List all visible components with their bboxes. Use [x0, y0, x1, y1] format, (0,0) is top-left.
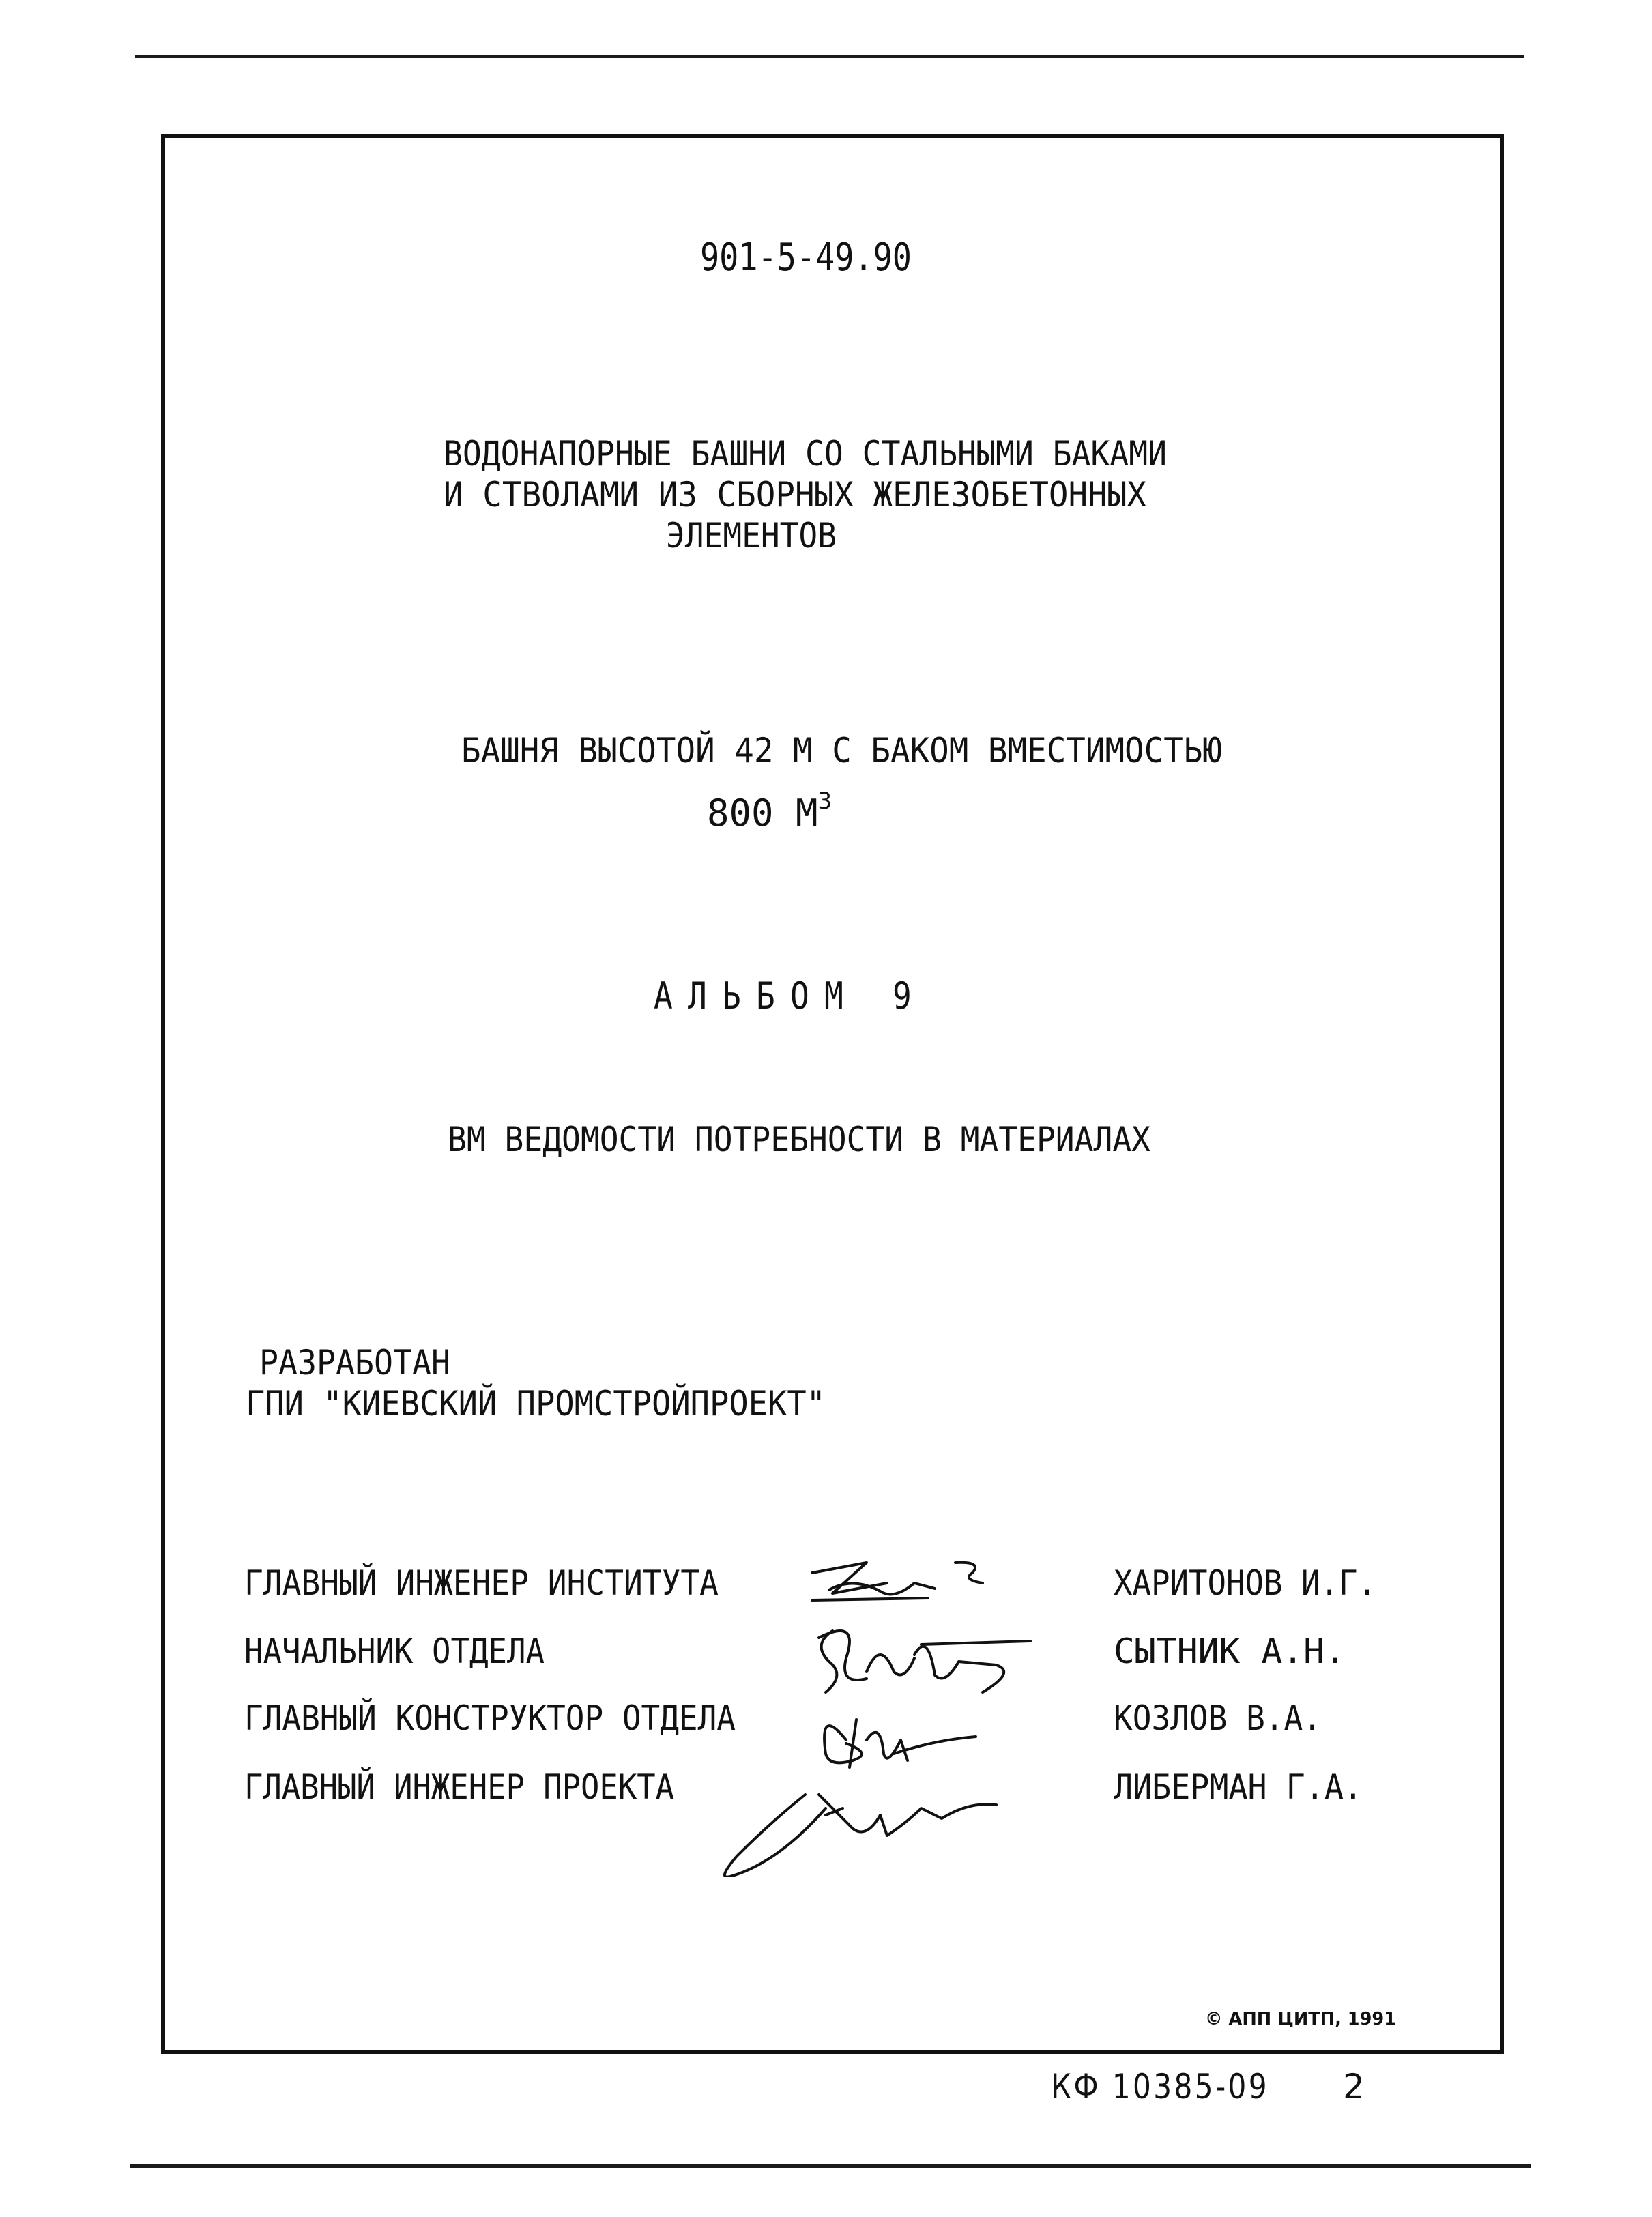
signatory-name: КОЗЛОВ В.А. [1114, 1698, 1322, 1738]
developed-by-org: ГПИ "КИЕВСКИЙ ПРОМСТРОЙПРОЕКТ" [246, 1384, 826, 1423]
album-number: АЛЬБОМ 9 [654, 974, 927, 1017]
title-line-3: ЭЛЕМЕНТОВ [666, 516, 837, 555]
signature-3 [824, 1720, 976, 1767]
signature-1 [812, 1563, 983, 1600]
signatory-name: ЛИБЕРМАН Г.А. [1114, 1767, 1363, 1807]
signatory-name: СЫТНИК А.Н. [1114, 1632, 1346, 1671]
copyright-notice: © АПП ЦИТП, 1991 [1205, 2009, 1396, 2029]
signatory-name: ХАРИТОНОВ И.Г. [1114, 1563, 1376, 1603]
handwritten-signatures [710, 1535, 1092, 1877]
unit-exponent: 3 [817, 787, 832, 815]
document-code: 901-5-49.90 [700, 235, 912, 280]
signatory-role: ГЛАВНЫЙ ИНЖЕНЕР ПРОЕКТА [244, 1767, 674, 1807]
archive-code: КФ 10385-09 [1051, 2067, 1269, 2106]
subtitle-line-2 [707, 787, 832, 835]
bottom-rule [130, 2164, 1531, 2168]
signature-2 [819, 1631, 1030, 1692]
section-title: ВМ ВЕДОМОСТИ ПОТРЕБНОСТИ В МАТЕРИАЛАХ [448, 1120, 1150, 1159]
capacity-value: 800 М [707, 792, 818, 835]
subtitle-line-1: БАШНЯ ВЫСОТОЙ 42 М С БАКОМ ВМЕСТИМОСТЬЮ [461, 731, 1222, 770]
signature-4 [725, 1795, 996, 1877]
title-line-1: ВОДОНАПОРНЫЕ БАШНИ СО СТАЛЬНЫМИ БАКАМИ [444, 434, 1167, 474]
top-rule [135, 55, 1524, 58]
developed-by-label: РАЗРАБОТАН [259, 1343, 450, 1382]
title-line-2: И СТВОЛАМИ ИЗ СБОРНЫХ ЖЕЛЕЗОБЕТОННЫХ [444, 475, 1146, 515]
signatory-role: НАЧАЛЬНИК ОТДЕЛА [244, 1632, 545, 1671]
signatory-role: ГЛАВНЫЙ КОНСТРУКТОР ОТДЕЛА [244, 1698, 736, 1738]
signatory-role: ГЛАВНЫЙ ИНЖЕНЕР ИНСТИТУТА [244, 1563, 719, 1603]
page-number: 2 [1343, 2067, 1365, 2106]
